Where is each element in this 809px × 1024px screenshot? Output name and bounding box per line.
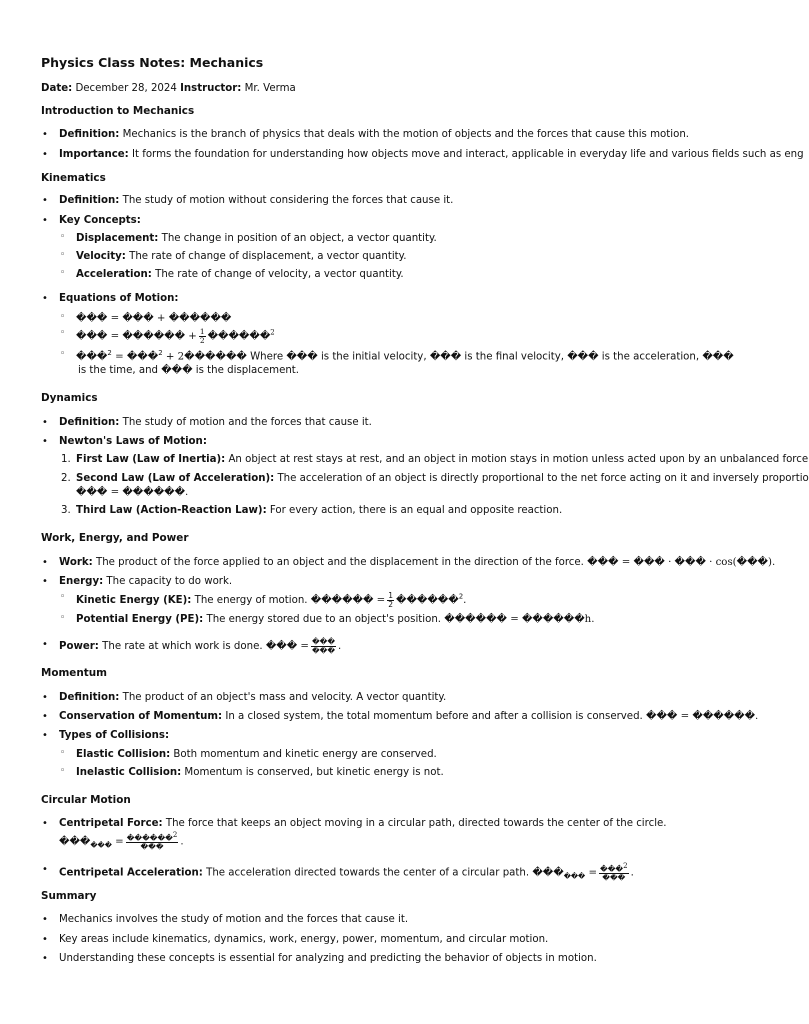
eq-explanation: Where ��� is the initial velocity, ��� is the final velocity, ��� is the acceleration, ���	[250, 351, 734, 363]
frac-den: 2	[199, 335, 205, 345]
list-item	[59, 863, 768, 882]
list-item	[59, 148, 804, 161]
list-item: • Key areas include kinematics, dynamics, work, energy, power, momentum, and circular motion.	[59, 933, 768, 946]
item-label: Potential Energy (PE):	[76, 614, 204, 625]
eq-part: ���	[59, 836, 91, 848]
instructor-label: Instructor:	[180, 83, 242, 94]
item-text: The force that keeps an object moving in a circular path, directed towards the center of the circle.	[165, 818, 667, 829]
eq-part: ���	[532, 867, 564, 879]
item-label: Definition:	[59, 129, 120, 140]
item-label: Inelastic Collision:	[76, 767, 182, 778]
item-label: Key Concepts:	[59, 215, 141, 226]
date-value: December 28, 2024	[75, 83, 177, 94]
equation-3	[76, 349, 768, 364]
item-text: The energy of motion.	[194, 595, 308, 606]
sub-list-item	[76, 592, 768, 608]
list-item	[59, 817, 768, 830]
eq-part: ���	[76, 351, 108, 363]
list-item	[59, 416, 768, 429]
list-item	[59, 729, 768, 742]
item-label: Energy:	[59, 576, 104, 587]
item-text: The study of motion and the forces that cause it.	[122, 417, 372, 428]
item-text: The acceleration of an object is directly proportional to the net force acting on it and inversely proportio	[277, 473, 809, 484]
item-label: Centripetal Force:	[59, 818, 163, 829]
frac-den: ���	[602, 873, 626, 882]
section-heading-summary: Summary	[41, 890, 97, 902]
item-text: For every action, there is an equal and opposite reaction.	[269, 505, 563, 516]
item-text: The rate of change of velocity, a vector quantity.	[155, 269, 404, 280]
frac-den: 2	[388, 599, 393, 609]
momentum-equation: ��� = ������.	[646, 711, 759, 722]
superscript: 2	[107, 349, 112, 357]
fraction	[311, 638, 336, 654]
item-label: Definition:	[59, 417, 120, 428]
sub-list-item	[76, 250, 768, 263]
eq-part: ��� = ������ +	[76, 331, 197, 342]
item-label: Work:	[59, 557, 93, 568]
item-text: Momentum is conserved, but kinetic energy is not.	[184, 767, 444, 778]
fraction	[387, 592, 394, 608]
eq-explanation-cont: is the time, and ��� is the displacement.	[78, 365, 300, 376]
eq-part: ������	[207, 331, 271, 342]
superscript: 2	[158, 349, 163, 357]
subscript: ���	[90, 841, 112, 850]
frac-num-text: ���	[600, 864, 624, 874]
sub-list-item	[76, 613, 768, 626]
fraction	[126, 832, 179, 851]
subscript: ���	[563, 872, 586, 881]
superscript: 2	[458, 592, 464, 601]
date-label: Date:	[41, 83, 73, 94]
list-item	[59, 128, 768, 141]
item-text: The rate at which work is done.	[102, 641, 263, 652]
item-number: 3.	[61, 505, 71, 516]
eq-end: .	[180, 836, 184, 848]
eq-part: =	[115, 836, 124, 848]
section-heading-work: Work, Energy, and Power	[41, 532, 189, 544]
item-label: Kinetic Energy (KE):	[76, 595, 192, 606]
fraction	[199, 328, 206, 344]
eq-end: .	[338, 641, 342, 652]
sub-list-item	[76, 232, 768, 245]
superscript: 2	[172, 831, 178, 839]
frac-num: ���	[311, 637, 336, 646]
item-text: The study of motion without considering the forces that cause it.	[122, 195, 454, 206]
instructor-value: Mr. Verma	[244, 83, 296, 94]
item-label: Types of Collisions:	[59, 730, 170, 741]
item-text: The acceleration directed towards the center of a circular path.	[206, 867, 530, 879]
eq-part: = ���	[115, 351, 159, 363]
list-item	[59, 556, 776, 569]
frac-den: ���	[140, 842, 164, 851]
list-item	[59, 435, 768, 448]
work-equation: ��� = ��� · ��� · cos(���).	[587, 557, 776, 568]
item-text: The product of an object's mass and velocity. A vector quantity.	[122, 692, 447, 703]
item-label: Equations of Motion:	[59, 293, 179, 304]
list-item: • Understanding these concepts is essential for analyzing and predicting the behavior of objects in motion.	[59, 952, 768, 965]
pe-equation: ������ = ������h.	[444, 614, 595, 625]
eq-part: ��� =	[265, 641, 309, 652]
list-item	[59, 691, 768, 704]
item-text: An object at rest stays at rest, and an object in motion stays in motion unless acted upon by an unbalanced force	[228, 454, 809, 465]
list-item	[59, 710, 768, 723]
eq-part: =	[588, 867, 598, 879]
item-label: Definition:	[59, 692, 120, 703]
item-text: The capacity to do work.	[106, 576, 233, 587]
frac-num: 1	[199, 327, 205, 336]
item-text: Both momentum and kinetic energy are conserved.	[173, 749, 437, 760]
eq-part: ������ =	[310, 595, 386, 606]
eq-part: ������	[396, 595, 459, 606]
item-label: Centripetal Acceleration:	[59, 867, 203, 879]
item-text: The energy stored due to an object's position.	[206, 614, 442, 625]
eq-end: .	[630, 867, 634, 879]
item-text: In a closed system, the total momentum before and after a collision is conserved.	[225, 711, 643, 722]
item-label: Importance:	[59, 149, 129, 160]
list-item	[59, 214, 768, 227]
meta-line	[41, 82, 768, 95]
section-heading-circular: Circular Motion	[41, 794, 131, 806]
numbered-item	[61, 453, 809, 466]
superscript: 2	[270, 328, 275, 337]
equation-2	[76, 328, 768, 344]
list-item	[59, 292, 768, 305]
sub-list-item	[76, 748, 768, 761]
eq-part: + 2������	[165, 351, 247, 363]
list-item	[59, 638, 768, 654]
item-label: Elastic Collision:	[76, 749, 171, 760]
item-label: Acceleration:	[76, 269, 152, 280]
superscript: 2	[623, 862, 628, 870]
equation-1: ◦ ��� = ��� + ������	[76, 312, 768, 325]
law2-equation: ��� = ������.	[76, 487, 189, 498]
sub-list-item	[76, 268, 768, 281]
item-label: First Law (Law of Inertia):	[76, 454, 226, 465]
item-text: It forms the foundation for understanding how objects move and interact, applicable in everyday life and various fields such as eng	[132, 149, 804, 160]
item-label: Conservation of Momentum:	[59, 711, 223, 722]
numbered-item	[61, 472, 809, 485]
list-item: • Mechanics involves the study of motion and the forces that cause it.	[59, 913, 768, 926]
item-text: The rate of change of displacement, a vector quantity.	[129, 251, 407, 262]
section-heading-momentum: Momentum	[41, 667, 107, 679]
section-heading-dynamics: Dynamics	[41, 392, 98, 404]
section-heading-intro: Introduction to Mechanics	[41, 105, 195, 117]
item-text: The product of the force applied to an object and the displacement in the direction of the force.	[96, 557, 584, 568]
item-text: Mechanics is the branch of physics that deals with the motion of objects and the forces that cause this motion.	[122, 129, 690, 140]
numbered-item	[61, 504, 768, 517]
item-number: 2.	[61, 473, 71, 484]
item-label: Velocity:	[76, 251, 126, 262]
frac-num-text: ������	[126, 833, 173, 843]
frac-den: ���	[311, 645, 336, 655]
item-label: Second Law (Law of Acceleration):	[76, 473, 275, 484]
item-label: Displacement:	[76, 233, 159, 244]
item-number: 1.	[61, 454, 71, 465]
list-item	[59, 194, 768, 207]
item-text: The change in position of an object, a vector quantity.	[161, 233, 437, 244]
list-item	[59, 575, 768, 588]
fraction	[599, 863, 629, 882]
frac-num: 1	[388, 591, 393, 600]
item-label: Definition:	[59, 195, 120, 206]
eq-end: .	[463, 595, 467, 606]
section-heading-kinematics: Kinematics	[41, 172, 106, 184]
item-label: Power:	[59, 641, 99, 652]
centripetal-force-equation	[59, 832, 768, 851]
sub-list-item	[76, 766, 768, 779]
item-label: Third Law (Action-Reaction Law):	[76, 505, 267, 516]
page-title: Physics Class Notes: Mechanics	[41, 55, 264, 70]
item-label: Newton's Laws of Motion:	[59, 436, 207, 447]
